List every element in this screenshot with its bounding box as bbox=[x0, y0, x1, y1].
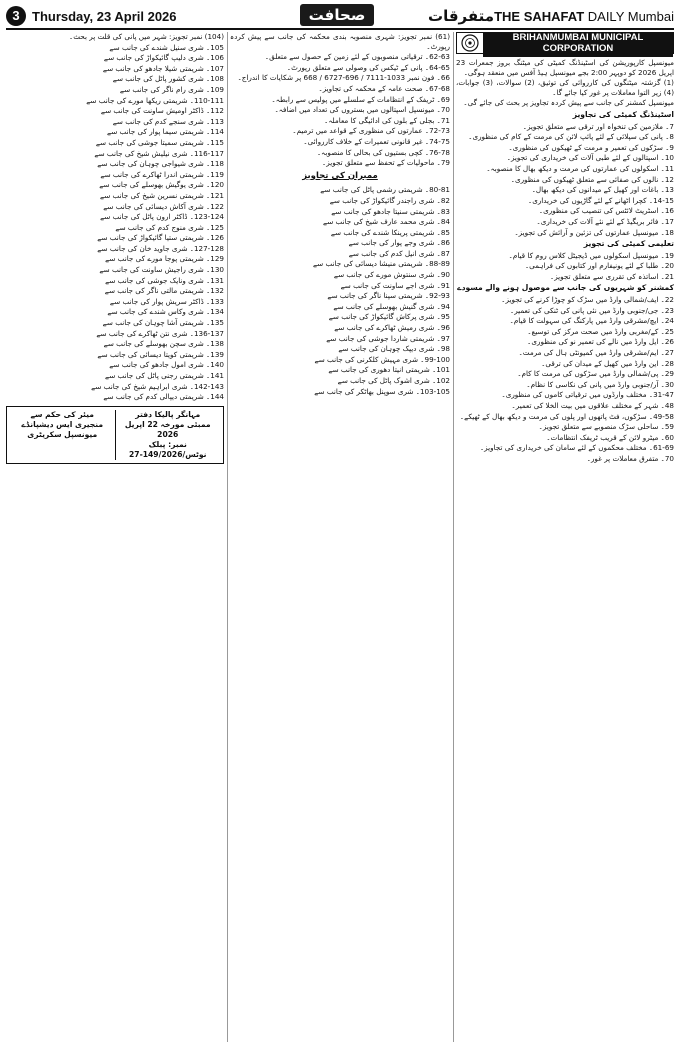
notice-date: ممبئی مورخہ 22 اپریل 2026 bbox=[124, 419, 211, 439]
member-proposal: 107۔ شریمتی شیلا جادھو کی جانب سے bbox=[102, 63, 224, 73]
heading-citizen-drafts: کمشنر کو شہریوں کی جانب سے موصول ہونے والے مسودے bbox=[457, 283, 674, 293]
member-proposal: 139۔ شریمتی کویتا دیسائی کی جانب سے bbox=[97, 349, 224, 359]
member-proposal: 142-143۔ شری ابراہیم شیخ کی جانب سے bbox=[91, 381, 224, 391]
agenda-item: 49-58۔ سڑکوں، فٹ پاتھوں اور پلوں کی مرمت و دیکھ بھال کے ٹھیکے۔ bbox=[459, 411, 674, 421]
member-proposal: 144۔ شریمتی دیپالی کدم کی جانب سے bbox=[103, 392, 224, 402]
intro-list bbox=[456, 58, 674, 108]
page-header bbox=[6, 4, 674, 30]
member-proposal: 116-117۔ شری نیلیش شیخ کی جانب سے bbox=[94, 148, 224, 158]
notice-signatory-block bbox=[10, 410, 116, 460]
agenda-item: 24۔ ایچ/مشرقی وارڈ میں پارکنگ کی سہولت کا قیام۔ bbox=[509, 316, 674, 326]
agenda-item: 18۔ میونسپل عمارتوں کی تزئین و آرائش کی تجویز۔ bbox=[514, 227, 674, 237]
agenda-item: (61) نمبر تجویز: شہری منصوبہ بندی محکمہ کی جانب سے پیش کردہ رپورٹ۔ bbox=[230, 32, 450, 51]
agenda-item: 19۔ میونسپل اسکولوں میں ڈیجیٹل کلاس روم کا قیام۔ bbox=[508, 250, 674, 260]
member-proposal: 102۔ شری اشوک پاٹل کی جانب سے bbox=[337, 376, 450, 385]
agenda-item: 60۔ میٹرو لائن کے قریب ٹریفک انتظامات۔ bbox=[546, 432, 674, 442]
member-proposal: 133۔ ڈاکٹر سریش پوار کی جانب سے bbox=[109, 296, 224, 306]
agenda-item: 64-65۔ پانی کے ٹیکس کی وصولی سے متعلق رپورٹ۔ bbox=[286, 62, 450, 72]
intro-paragraph: میونسپل کارپوریشن کی اسٹینڈنگ کمیٹی کی میٹنگ بروز جمعرات 23 اپریل 2026 کو دوپہر 2:00 بجے میونسپل ہیڈ آفس میں منعقد ہوگی۔ bbox=[456, 58, 674, 77]
member-proposal: 118۔ شری شیواجی چوہان کی جانب سے bbox=[97, 159, 224, 169]
citizen-drafts-list bbox=[456, 295, 674, 464]
agenda-item: 13۔ باغات اور کھیل کے میدانوں کی دیکھ بھال۔ bbox=[531, 185, 674, 195]
intro-paragraph: (1) گزشتہ میٹنگوں کی کارروائی کی توثیق، (2) سوالات، (3) جوابات، (4) زیر التوا معاملات پر غور کیا جائے گا۔ bbox=[456, 78, 674, 97]
member-proposal: 140۔ شری امول جادھو کی جانب سے bbox=[109, 360, 224, 370]
member-proposal: 134۔ شری وکاس شندے کی جانب سے bbox=[107, 307, 224, 317]
member-proposal: 105۔ شری سنیل شندے کی جانب سے bbox=[109, 42, 224, 52]
agenda-item: 48۔ شہر کے مختلف علاقوں میں بیت الخلا کی تعمیر۔ bbox=[511, 401, 674, 410]
notice-number: نمبر: پبلک نوٹس/149/2026-27 bbox=[129, 439, 207, 459]
signatory-title: میونسپل سکریٹری bbox=[27, 429, 98, 439]
agenda-item: 72-73۔ عمارتوں کی منظوری کے قواعد میں ترمیم۔ bbox=[292, 126, 450, 136]
signatory-name: منجیری ایس دیشپانڈے bbox=[21, 419, 104, 429]
agenda-item: 21۔ اساتذہ کی تقرری سے متعلق تجویز۔ bbox=[549, 271, 674, 281]
member-proposal: 138۔ شری سچن بھوسلے کی جانب سے bbox=[103, 339, 224, 349]
agenda-item: 23۔ جی/جنوبی وارڈ میں نئی پانی کی ٹنکی کی تعمیر۔ bbox=[510, 305, 674, 315]
agenda-item: 10۔ اسپتالوں کے لئے طبی آلات کی خریداری کی تجویز۔ bbox=[506, 153, 674, 163]
member-proposal: 80-81۔ شریمتی رشمی پاٹل کی جانب سے bbox=[320, 185, 450, 195]
heading-members-proposals: ممبران کی تجاویز bbox=[302, 170, 378, 181]
intro-paragraph: میونسپل کمشنر کی جانب سے پیش کردہ تجاویز پر بحث کی جائے گی۔ bbox=[463, 98, 674, 108]
agenda-item: 62-63۔ ترقیاتی منصوبوں کے لئے زمین کے حصول سے متعلق۔ bbox=[264, 52, 450, 62]
agenda-item: 12۔ نالوں کی صفائی سے متعلق ٹھیکوں کی منظوری۔ bbox=[510, 174, 674, 184]
masthead bbox=[494, 9, 674, 24]
member-proposal: 125۔ شری منوج کدم کی جانب سے bbox=[115, 222, 224, 232]
member-proposal: 132۔ شریمتی مالتی ناگر کی جانب سے bbox=[104, 286, 224, 296]
member-proposal: 119۔ شریمتی اندرا ٹھاکرے کی جانب سے bbox=[100, 169, 224, 179]
agenda-item: 30۔ آر/جنوبی وارڈ میں پانی کی نکاسی کا نظام۔ bbox=[526, 379, 674, 389]
member-proposal: 98۔ شری دیپک چوہان کی جانب سے bbox=[338, 344, 450, 354]
agenda-item: 71۔ بجلی کے بلوں کی ادائیگی کا معاملہ۔ bbox=[324, 115, 450, 125]
member-proposal: 115۔ شریمتی سمیتا جوشی کی جانب سے bbox=[95, 137, 224, 147]
member-proposal: 82۔ شری راجندر گائیکواڑ کی جانب سے bbox=[329, 195, 450, 205]
page-number-badge: 3 bbox=[6, 6, 26, 26]
signatory-order: میئر کی حکم سے bbox=[30, 409, 94, 419]
agenda-item: 28۔ این وارڈ میں کھیل کے میدان کی ترقی۔ bbox=[541, 358, 674, 368]
agenda-item: 8۔ پانی کی سپلائی کے لئے پائپ لائن کی مرمت کے کام کی منظوری۔ bbox=[468, 132, 674, 142]
section-title: متفرقات bbox=[428, 7, 495, 25]
member-proposal: 114۔ شریمتی سیما پوار کی جانب سے bbox=[107, 127, 224, 137]
member-proposal: 92-93۔ شریمتی سپنا ناگر کی جانب سے bbox=[327, 291, 450, 301]
column-left bbox=[6, 32, 224, 1044]
agenda-item: 76-78۔ کچی بستیوں کی بحالی کا منصوبہ۔ bbox=[316, 147, 450, 157]
agenda-item: 17۔ فائر بریگیڈ کے لئے نئے آلات کی خریداری۔ bbox=[536, 216, 674, 226]
member-proposal: 123-124۔ ڈاکٹر ارون پاٹل کی جانب سے bbox=[100, 212, 224, 222]
education-committee-list bbox=[456, 251, 674, 282]
bmc-seal-icon bbox=[461, 34, 479, 52]
member-proposal: 101۔ شریمتی انیتا دھوری کی جانب سے bbox=[328, 365, 450, 375]
member-proposal: (104) نمبر تجویز: شہر میں پانی کی قلت پر بحث۔ bbox=[69, 32, 224, 41]
member-proposal: 95۔ شری پرکاش گائیکواڑ کی جانب سے bbox=[328, 312, 450, 322]
column-divider bbox=[453, 32, 454, 1042]
member-proposal: 110-111۔ شریمتی ریکھا مورے کی جانب سے bbox=[86, 95, 224, 105]
agenda-item: 22۔ ایف/شمالی وارڈ میں سڑک کو چوڑا کرنے کی تجویز۔ bbox=[501, 295, 674, 305]
bmc-title: BRIHANMUMBAI MUNICIPAL CORPORATION bbox=[483, 32, 673, 57]
column-middle bbox=[230, 32, 450, 1044]
member-proposal: 106۔ شری دلیپ گائیکواڑ کی جانب سے bbox=[103, 53, 224, 63]
member-proposal: 112۔ ڈاکٹر اومیش ساونت کی جانب سے bbox=[100, 106, 224, 116]
heading-education-committee: تعلیمی کمیٹی کی تجویز bbox=[583, 239, 674, 249]
agenda-item: 26۔ ایل وارڈ میں نالے کی تعمیر نو کی منظوری۔ bbox=[527, 337, 674, 347]
member-proposal: 131۔ شری ونایک جوشی کی جانب سے bbox=[105, 275, 224, 285]
agenda-item: 31-47۔ مختلف وارڈوں میں ترقیاتی کاموں کی منظوری۔ bbox=[501, 390, 674, 400]
agenda-item: 66۔ فون نمبر 1033-7111 / 696-6727 / 668 پر شکایات کا اندراج۔ bbox=[237, 73, 450, 83]
member-proposal: 129۔ شریمتی پوجا مورے کی جانب سے bbox=[105, 254, 224, 264]
member-proposal: 90۔ شری سنتوش مورے کی جانب سے bbox=[333, 270, 450, 280]
agenda-item: 59۔ ساحلی سڑک منصوبے سے متعلق تجویز۔ bbox=[538, 422, 674, 432]
member-proposal: 127-128۔ شری جاوید خان کی جانب سے bbox=[97, 243, 224, 253]
member-proposal: 86۔ شری وجے پوار کی جانب سے bbox=[348, 238, 450, 248]
agenda-item: 27۔ ایم/مشرقی وارڈ میں کمیونٹی ہال کی مرمت۔ bbox=[518, 348, 674, 358]
member-proposal: 126۔ شریمتی ستیا گائیکواڑ کی جانب سے bbox=[97, 233, 224, 243]
heading-standing-committee: اسٹینڈنگ کمیٹی کی تجاویز bbox=[572, 109, 674, 119]
members-proposals-list bbox=[230, 185, 450, 396]
member-proposal: 85۔ شریمتی پرینکا شندے کی جانب سے bbox=[330, 227, 450, 237]
agenda-item: 14-15۔ کچرا اٹھانے کے لئے گاڑیوں کی خریداری۔ bbox=[527, 195, 674, 205]
proposals-list bbox=[230, 32, 450, 168]
member-proposal: 113۔ شری سنجے کدم کی جانب سے bbox=[112, 116, 224, 126]
masthead-rest: DAILY Mumbai bbox=[587, 9, 674, 24]
issue-date: Thursday, 23 April 2026 bbox=[32, 9, 177, 24]
agenda-item: 79۔ ماحولیات کے تحفظ سے متعلق تجویز۔ bbox=[322, 158, 450, 168]
agenda-item: 16۔ اسٹریٹ لائٹس کی تنصیب کی منظوری۔ bbox=[538, 206, 674, 216]
member-proposal: 83۔ شریمتی سنیتا جادھو کی جانب سے bbox=[331, 206, 450, 216]
agenda-item: 7۔ ملازمین کی تنخواہ اور ترقی سے متعلق تجویز۔ bbox=[522, 121, 674, 131]
agenda-item: 70۔ میونسپل اسپتالوں میں بستروں کی تعداد میں اضافہ۔ bbox=[274, 105, 450, 115]
agenda-item: 25۔ کے/مغربی وارڈ میں صحت مرکز کی توسیع۔ bbox=[527, 326, 674, 336]
newspaper-logo: صحافت bbox=[300, 4, 374, 26]
masthead-brand: THE SAHAFAT bbox=[494, 9, 585, 24]
member-proposal: 84۔ شری محمد عارف شیخ کی جانب سے bbox=[323, 217, 450, 227]
agenda-item: 70۔ متفرق معاملات پر غور۔ bbox=[586, 453, 674, 463]
members-proposals-continued bbox=[6, 32, 224, 402]
member-proposal: 94۔ شری گنیش بھوسلے کی جانب سے bbox=[333, 301, 450, 311]
member-proposal: 103-105۔ شری سوپنل بھاٹکر کی جانب سے bbox=[314, 386, 450, 396]
agenda-item: 29۔ پی/شمالی وارڈ میں سڑکوں کی مرمت کا کام۔ bbox=[517, 369, 674, 379]
member-proposal: 130۔ شری راجیش ساونت کی جانب سے bbox=[99, 265, 224, 275]
standing-committee-list bbox=[456, 122, 674, 238]
agenda-item: 11۔ اسکولوں کی عمارتوں کی مرمت و دیکھ بھال کا منصوبہ۔ bbox=[486, 163, 674, 173]
member-proposal: 136-137۔ شری نتن ٹھاکرے کی جانب سے bbox=[96, 328, 224, 338]
member-proposal: 108۔ شری کشور پاٹل کی جانب سے bbox=[112, 74, 224, 84]
member-proposal: 122۔ شری آکاش دیسائی کی جانب سے bbox=[103, 201, 224, 211]
member-proposal: 97۔ شریمتی شاردا جوشی کی جانب سے bbox=[326, 333, 450, 343]
agenda-item: 9۔ سڑکوں کی تعمیر و مرمت کے ٹھیکوں کی منظوری۔ bbox=[508, 142, 674, 152]
column-divider bbox=[227, 32, 228, 1042]
member-proposal: 87۔ شری انیل کدم کی جانب سے bbox=[348, 248, 450, 258]
member-proposal: 91۔ شری اجے ساونت کی جانب سے bbox=[340, 280, 450, 290]
member-proposal: 120۔ شری یوگیش بھوسلے کی جانب سے bbox=[99, 180, 224, 190]
notice-signature-box bbox=[6, 406, 224, 464]
agenda-item: 67-68۔ صحت عامہ کے محکمہ کی تجاویز۔ bbox=[318, 83, 450, 93]
member-proposal: 96۔ شری رمیش ٹھاکرے کی جانب سے bbox=[334, 323, 450, 333]
agenda-item: 74-75۔ غیر قانونی تعمیرات کے خلاف کارروائی۔ bbox=[303, 136, 450, 146]
member-proposal: 135۔ شریمتی آشا چوہان کی جانب سے bbox=[102, 318, 224, 328]
column-right bbox=[456, 32, 674, 1044]
member-proposal: 121۔ شریمتی نسرین شیخ کی جانب سے bbox=[100, 190, 224, 200]
agenda-item: 20۔ طلبا کے لئے یونیفارم اور کتابوں کی فراہمی۔ bbox=[524, 261, 674, 271]
notice-office-block bbox=[116, 410, 221, 460]
member-proposal: 109۔ شری رام ناگر کی جانب سے bbox=[119, 84, 224, 94]
member-proposal: 88-89۔ شریمتی منیشا دیسائی کی جانب سے bbox=[312, 259, 450, 269]
member-proposal: 141۔ شریمتی رجنی پاٹل کی جانب سے bbox=[105, 371, 224, 380]
notice-office: مہانگر پالیکا دفتر bbox=[135, 409, 201, 419]
member-proposal: 99-100۔ شری مہیش کلکرنی کی جانب سے bbox=[314, 354, 450, 364]
agenda-item: 69۔ ٹریفک کے انتظامات کے سلسلے میں پولیس سے رابطہ۔ bbox=[271, 94, 450, 104]
bmc-banner bbox=[456, 32, 674, 54]
agenda-item: 61-69۔ مختلف محکموں کے لئے سامان کی خریداری کی تجاویز۔ bbox=[479, 443, 674, 453]
